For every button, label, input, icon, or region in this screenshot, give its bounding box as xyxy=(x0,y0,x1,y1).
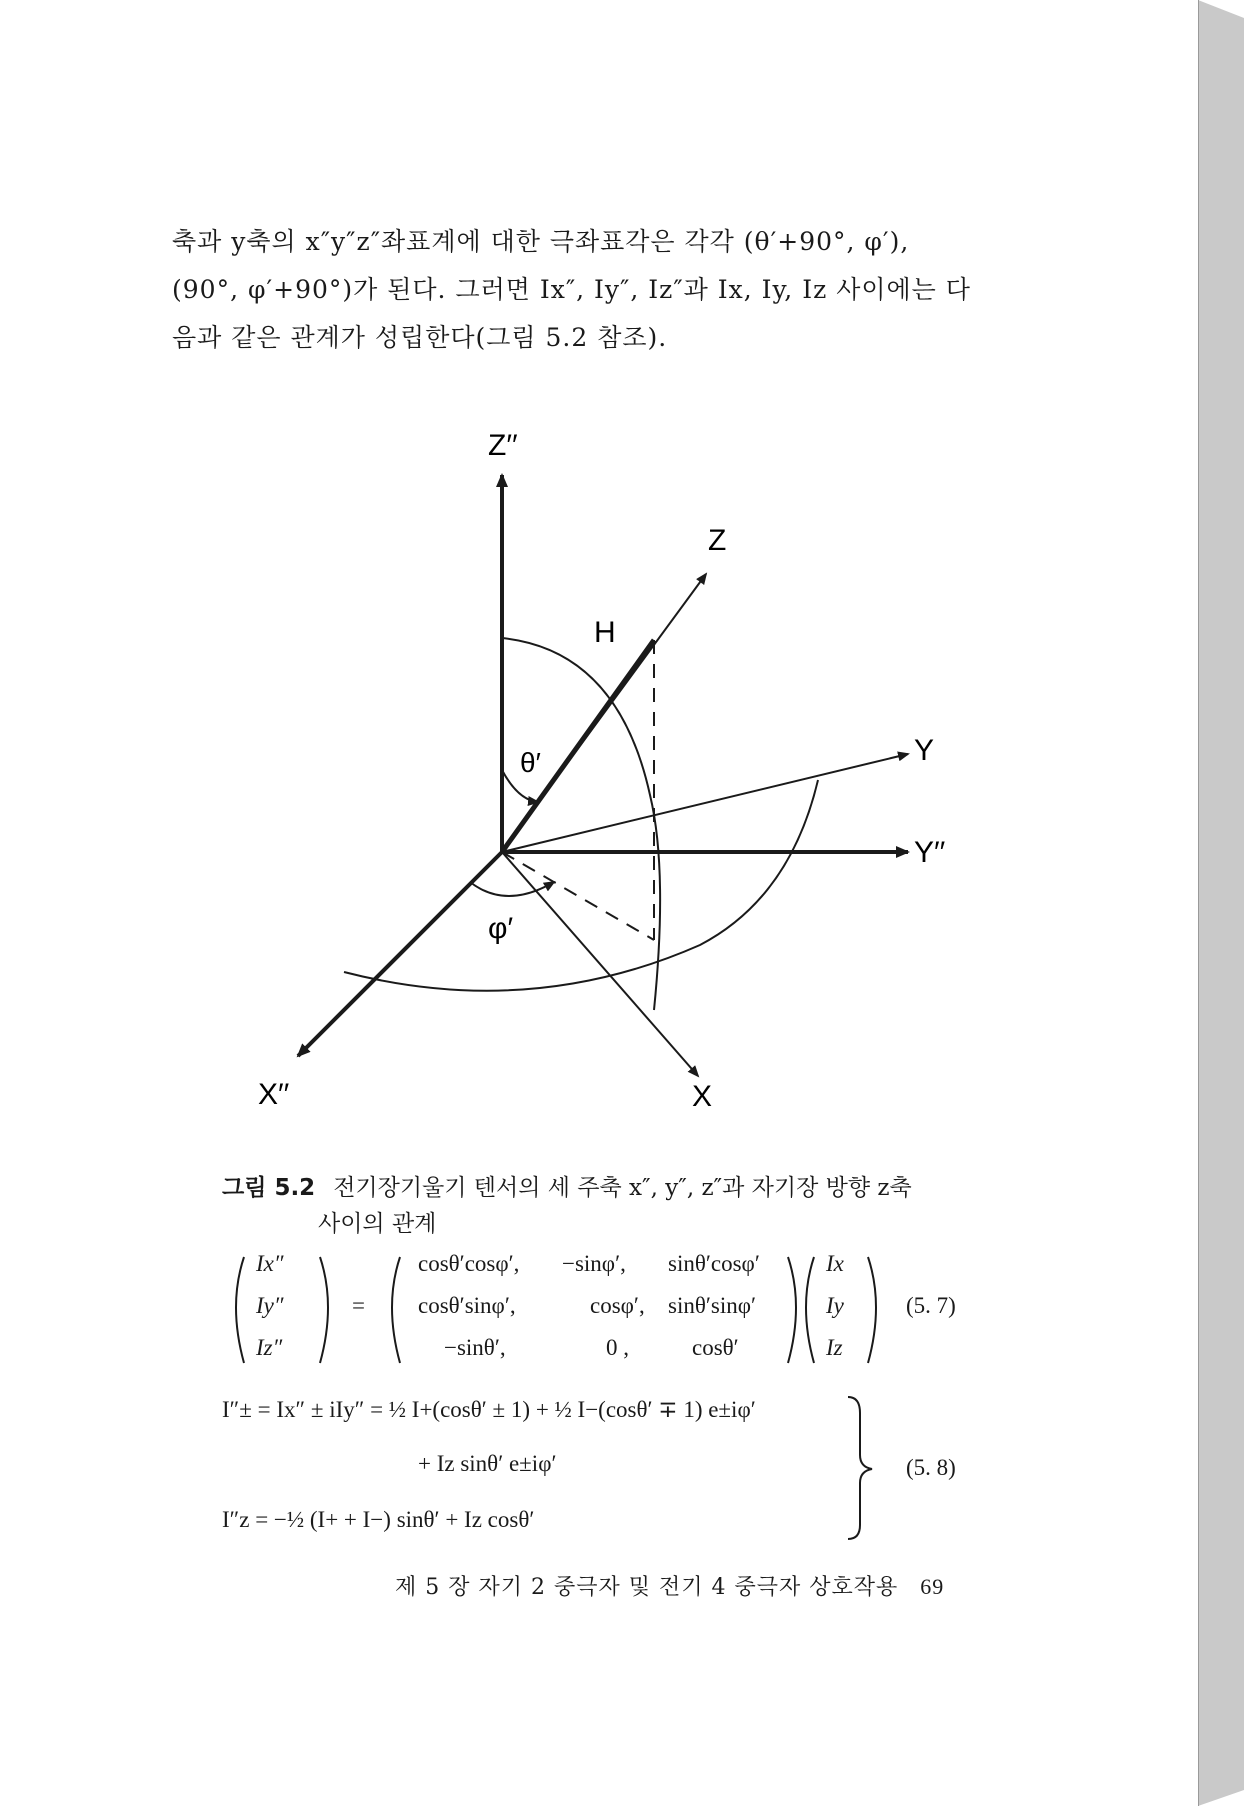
h-projection-horizontal xyxy=(502,852,654,940)
eq57-m23: sinθ′sinφ′ xyxy=(668,1293,757,1318)
eq58-line-1: I″± = Ix″ ± iIy″ = ½ I+(cosθ′ ± 1) + ½ I−(cosθ′ ∓ 1) e±iφ′ xyxy=(222,1397,756,1422)
equations xyxy=(222,1245,1022,1545)
label-phi: φ′ xyxy=(488,912,514,945)
eq57-lhs-1: Ix″ xyxy=(256,1251,284,1276)
eq57-m33: cosθ′ xyxy=(692,1335,739,1360)
eq57-m31: −sinθ′, xyxy=(444,1335,506,1360)
phi-angle-arc xyxy=(470,882,554,896)
eq57-rhs-2: Iy xyxy=(826,1293,844,1318)
body-paragraph xyxy=(172,218,1022,362)
eq57-rhs-1: Ix xyxy=(826,1251,844,1276)
eq57-equals: = xyxy=(352,1293,365,1318)
caption-line-1: 전기장기울기 텐서의 세 주축 x″, y″, z″과 자기장 방향 z축 xyxy=(333,1175,912,1201)
label-z: Z xyxy=(708,524,727,557)
eq57-m21: cosθ′sinφ′, xyxy=(418,1293,516,1318)
eq57-lhs-3: Iz″ xyxy=(256,1335,283,1360)
caption-line-2: 사이의 관계 xyxy=(318,1211,437,1237)
eq58-number: (5. 8) xyxy=(906,1455,956,1480)
caption-label: 그림 5.2 xyxy=(222,1175,316,1201)
label-h: H xyxy=(594,616,616,649)
page-footer xyxy=(395,1570,995,1601)
eq57-m13: sinθ′cosφ′ xyxy=(668,1251,760,1276)
figure-5-2-diagram xyxy=(230,400,990,1140)
eq57-rhs-3: Iz xyxy=(826,1335,843,1360)
book-page-edge xyxy=(1198,0,1260,1806)
label-y: Y xyxy=(914,734,935,767)
paragraph-line-2: (90°, φ′+90°)가 된다. 그러면 Ix″, Iy″, Iz″과 Ix, Iy, Iz 사이에는 다 xyxy=(172,275,971,304)
eq57-lhs-2: Iy″ xyxy=(256,1293,284,1318)
x-axis xyxy=(502,852,698,1076)
eq57-m32: 0 , xyxy=(606,1335,629,1360)
eq57-number: (5. 7) xyxy=(906,1293,956,1318)
eq57-m12: −sinφ′, xyxy=(562,1251,626,1276)
eq58-line-3: I″z = −½ (I+ + I−) sinθ′ + Iz cosθ′ xyxy=(222,1507,535,1532)
meridian-arc xyxy=(502,638,660,1010)
footer-chapter: 제 5 장 자기 2 중극자 및 전기 4 중극자 상호작용 xyxy=(395,1575,899,1600)
label-z-double-prime: Z′′ xyxy=(488,429,518,462)
page-number: 69 xyxy=(920,1574,945,1599)
label-y-double-prime: Y′′ xyxy=(914,836,946,869)
paragraph-line-1: 축과 y축의 x″y″z″좌표계에 대한 극좌표각은 각각 (θ′+90°, φ′), xyxy=(172,227,910,256)
eq57-m11: cosθ′cosφ′, xyxy=(418,1251,520,1276)
eq57-m22: cosφ′, xyxy=(590,1293,645,1318)
eq58-line-2: + Iz sinθ′ e±iφ′ xyxy=(418,1451,557,1476)
equator-arc xyxy=(344,780,818,991)
label-theta: θ′ xyxy=(520,747,541,778)
figure-caption xyxy=(222,1170,1022,1242)
paragraph-line-3: 음과 같은 관계가 성립한다(그림 5.2 참조). xyxy=(172,323,668,352)
label-x: X xyxy=(692,1080,713,1113)
eq58-brace xyxy=(842,1393,882,1543)
label-x-double-prime: X′′ xyxy=(258,1078,290,1111)
